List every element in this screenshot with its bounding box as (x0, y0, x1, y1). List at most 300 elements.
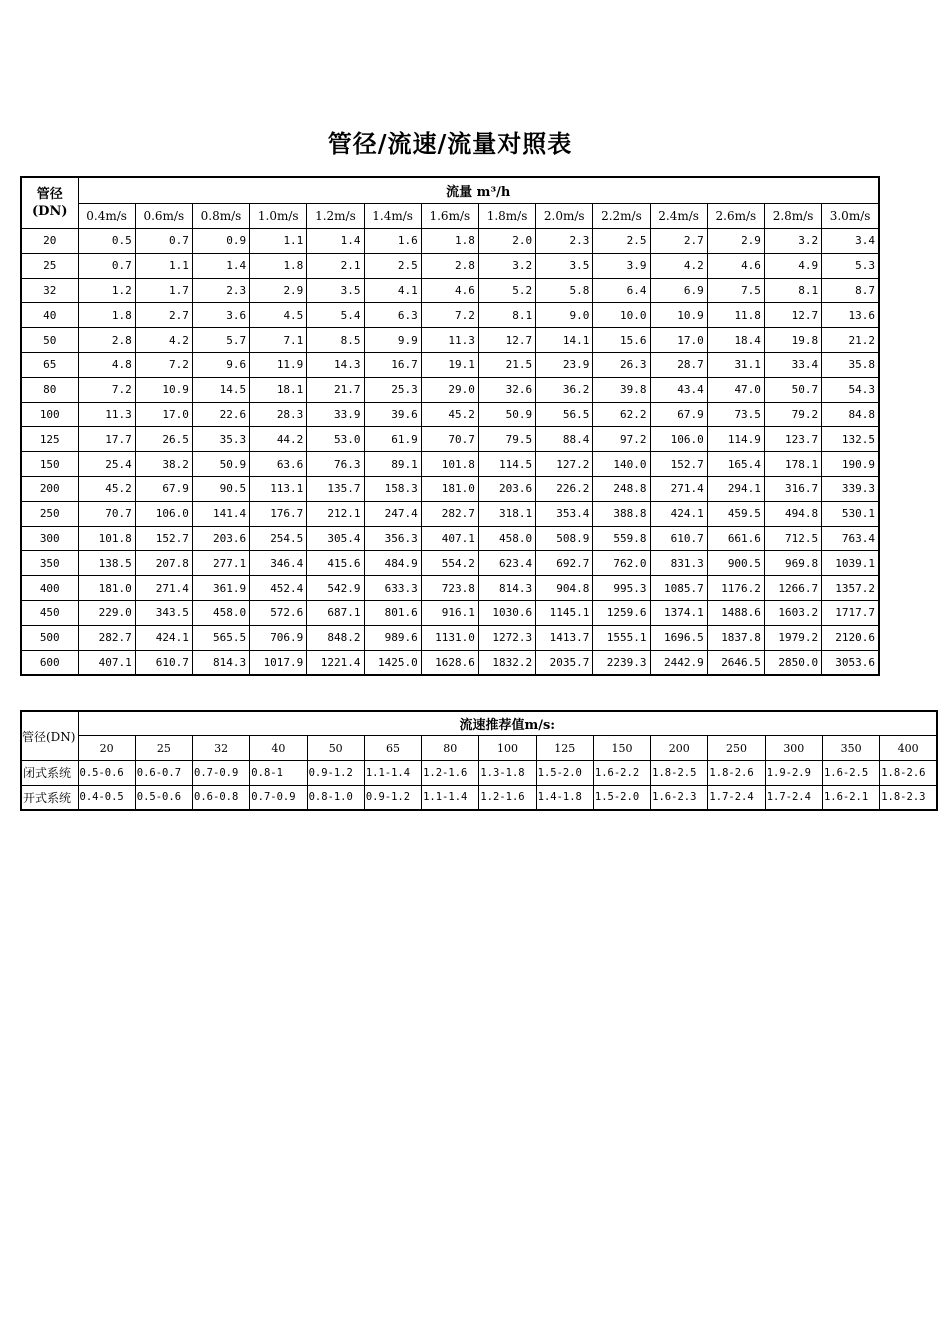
velocity-header-cell: 1.8m/s (478, 204, 535, 229)
dn-cell: 300 (21, 526, 78, 551)
table-row (21, 303, 879, 328)
flow-cell: 135.7 (307, 476, 364, 501)
flow-cell: 7.2 (135, 352, 192, 377)
flow-cell: 1425.0 (364, 650, 421, 675)
flow-cell: 26.3 (593, 352, 650, 377)
flow-cell: 1357.2 (822, 576, 879, 601)
flow-cell: 361.9 (192, 576, 249, 601)
flow-cell: 9.9 (364, 328, 421, 353)
flow-cell: 762.0 (593, 551, 650, 576)
dn-cell: 32 (21, 278, 78, 303)
flow-cell: 17.0 (650, 328, 707, 353)
flow-cell: 318.1 (478, 501, 535, 526)
flow-cell: 1.1 (135, 253, 192, 278)
flow-cell: 3.2 (764, 229, 821, 254)
flow-cell: 343.5 (135, 600, 192, 625)
flow-cell: 248.8 (593, 476, 650, 501)
rec-diameter-cell: 350 (822, 736, 879, 761)
flow-cell: 2.7 (135, 303, 192, 328)
flow-cell: 47.0 (707, 377, 764, 402)
dn-cell: 250 (21, 501, 78, 526)
flow-cell: 294.1 (707, 476, 764, 501)
flow-cell: 14.5 (192, 377, 249, 402)
flow-cell: 181.0 (78, 576, 135, 601)
rec-diameter-cell: 125 (536, 736, 593, 761)
flow-cell: 10.9 (135, 377, 192, 402)
flow-cell: 1.1 (250, 229, 307, 254)
rec-value-cell: 1.3-1.8 (479, 761, 536, 786)
flow-cell: 4.2 (135, 328, 192, 353)
flow-cell: 4.1 (364, 278, 421, 303)
rec-dn-header (21, 711, 78, 761)
flow-cell: 3.6 (192, 303, 249, 328)
flow-cell: 353.4 (536, 501, 593, 526)
rec-diameter-cell: 150 (593, 736, 650, 761)
flow-cell: 2239.3 (593, 650, 650, 675)
flow-cell: 21.2 (822, 328, 879, 353)
flow-cell: 458.0 (192, 600, 249, 625)
flow-cell: 50.7 (764, 377, 821, 402)
flow-cell: 17.0 (135, 402, 192, 427)
flow-cell: 610.7 (650, 526, 707, 551)
flow-cell: 106.0 (650, 427, 707, 452)
flow-cell: 6.4 (593, 278, 650, 303)
flow-cell: 9.0 (536, 303, 593, 328)
flow-cell: 554.2 (421, 551, 478, 576)
flow-cell: 10.9 (650, 303, 707, 328)
flow-cell: 565.5 (192, 625, 249, 650)
flow-cell: 79.2 (764, 402, 821, 427)
dn-header-label: 管径 (DN) (32, 187, 68, 219)
flow-cell: 1979.2 (764, 625, 821, 650)
flow-cell: 458.0 (478, 526, 535, 551)
flow-cell: 7.2 (421, 303, 478, 328)
flow-cell: 35.3 (192, 427, 249, 452)
dn-cell: 25 (21, 253, 78, 278)
flow-cell: 814.3 (478, 576, 535, 601)
flow-cell: 11.3 (421, 328, 478, 353)
flow-cell: 6.9 (650, 278, 707, 303)
table-row (21, 352, 879, 377)
flow-cell: 114.9 (707, 427, 764, 452)
flow-cell: 14.1 (536, 328, 593, 353)
flow-cell: 44.2 (250, 427, 307, 452)
flow-cell: 36.2 (536, 377, 593, 402)
flow-cell: 226.2 (536, 476, 593, 501)
flow-cell: 1221.4 (307, 650, 364, 675)
flow-cell: 1017.9 (250, 650, 307, 675)
table-row (21, 576, 879, 601)
flow-cell: 424.1 (135, 625, 192, 650)
flow-cell: 141.4 (192, 501, 249, 526)
dn-cell: 200 (21, 476, 78, 501)
flow-cell: 661.6 (707, 526, 764, 551)
table-row (21, 452, 879, 477)
flow-cell: 916.1 (421, 600, 478, 625)
flow-cell: 4.6 (421, 278, 478, 303)
flow-cell: 89.1 (364, 452, 421, 477)
flow-cell: 26.5 (135, 427, 192, 452)
flow-cell: 271.4 (135, 576, 192, 601)
flow-cell: 1.4 (192, 253, 249, 278)
flow-cell: 2646.5 (707, 650, 764, 675)
flow-cell: 2.8 (421, 253, 478, 278)
flow-cell: 67.9 (650, 402, 707, 427)
flow-cell: 203.6 (478, 476, 535, 501)
rec-value-cell: 1.1-1.4 (364, 761, 421, 786)
rec-value-cell: 1.7-2.4 (765, 785, 822, 810)
flow-cell: 1145.1 (536, 600, 593, 625)
flow-cell: 67.9 (135, 476, 192, 501)
flow-cell: 530.1 (822, 501, 879, 526)
table-row (21, 278, 879, 303)
flow-cell: 152.7 (135, 526, 192, 551)
flow-cell: 559.8 (593, 526, 650, 551)
velocity-header-cell: 2.6m/s (707, 204, 764, 229)
flow-cell: 29.0 (421, 377, 478, 402)
flow-cell: 1.4 (307, 229, 364, 254)
flow-cell: 101.8 (78, 526, 135, 551)
rec-value-cell: 0.4-0.5 (78, 785, 135, 810)
flow-cell: 542.9 (307, 576, 364, 601)
rec-diameter-cell: 300 (765, 736, 822, 761)
rec-diameter-cell: 25 (135, 736, 192, 761)
flow-cell: 6.3 (364, 303, 421, 328)
rec-value-cell: 1.6-2.2 (593, 761, 650, 786)
flow-cell: 18.4 (707, 328, 764, 353)
flow-cell: 3.2 (478, 253, 535, 278)
flow-cell: 1.8 (421, 229, 478, 254)
rec-value-cell: 1.8-2.6 (708, 761, 765, 786)
flow-cell: 2.3 (192, 278, 249, 303)
flow-cell: 79.5 (478, 427, 535, 452)
flow-cell: 3.5 (536, 253, 593, 278)
flow-cell: 1272.3 (478, 625, 535, 650)
flow-cell: 39.8 (593, 377, 650, 402)
velocity-header-cell: 0.4m/s (78, 204, 135, 229)
flow-cell: 1266.7 (764, 576, 821, 601)
dn-cell: 150 (21, 452, 78, 477)
table-row (21, 328, 879, 353)
flow-cell: 7.2 (78, 377, 135, 402)
flow-cell: 114.5 (478, 452, 535, 477)
velocity-header-cell: 0.8m/s (192, 204, 249, 229)
flow-cell: 14.3 (307, 352, 364, 377)
rec-value-cell: 0.8-1 (250, 761, 307, 786)
rec-value-cell: 0.5-0.6 (78, 761, 135, 786)
flow-cell: 2.9 (707, 229, 764, 254)
flow-cell: 1176.2 (707, 576, 764, 601)
rec-diameter-cell: 40 (250, 736, 307, 761)
flow-cell: 900.5 (707, 551, 764, 576)
flow-cell: 43.4 (650, 377, 707, 402)
table-row (21, 526, 879, 551)
flow-cell: 50.9 (192, 452, 249, 477)
flow-cell: 633.3 (364, 576, 421, 601)
velocity-header-cell: 2.8m/s (764, 204, 821, 229)
rec-diameter-cell: 250 (708, 736, 765, 761)
table-row (21, 600, 879, 625)
flow-cell: 21.7 (307, 377, 364, 402)
flow-cell: 388.8 (593, 501, 650, 526)
flow-cell: 76.3 (307, 452, 364, 477)
flow-cell: 158.3 (364, 476, 421, 501)
flow-cell: 19.1 (421, 352, 478, 377)
flow-cell: 8.1 (478, 303, 535, 328)
flow-cell: 2850.0 (764, 650, 821, 675)
flow-cell: 282.7 (78, 625, 135, 650)
flow-cell: 35.8 (822, 352, 879, 377)
velocity-header-cell: 1.4m/s (364, 204, 421, 229)
flow-cell: 61.9 (364, 427, 421, 452)
flow-cell: 339.3 (822, 476, 879, 501)
rec-title-header (78, 711, 937, 736)
flow-cell: 5.4 (307, 303, 364, 328)
flow-cell: 2035.7 (536, 650, 593, 675)
flow-cell: 1259.6 (593, 600, 650, 625)
flow-cell: 11.3 (78, 402, 135, 427)
rec-diameter-cell: 200 (651, 736, 708, 761)
flow-cell: 763.4 (822, 526, 879, 551)
flow-cell: 70.7 (421, 427, 478, 452)
rec-value-cell: 0.8-1.0 (307, 785, 364, 810)
flow-cell: 176.7 (250, 501, 307, 526)
flow-cell: 138.5 (78, 551, 135, 576)
rec-diameter-cell: 32 (193, 736, 250, 761)
table-row (21, 625, 879, 650)
dn-cell: 20 (21, 229, 78, 254)
rec-value-cell: 1.6-2.5 (822, 761, 879, 786)
flow-cell: 5.7 (192, 328, 249, 353)
flow-cell: 70.7 (78, 501, 135, 526)
flow-cell: 7.1 (250, 328, 307, 353)
flow-cell: 3.9 (593, 253, 650, 278)
dn-cell: 600 (21, 650, 78, 675)
dn-cell: 125 (21, 427, 78, 452)
flow-cell: 4.8 (78, 352, 135, 377)
flow-cell: 2120.6 (822, 625, 879, 650)
flow-cell: 97.2 (593, 427, 650, 452)
dn-cell: 500 (21, 625, 78, 650)
rec-title-label: 流速推荐值m/s: (459, 718, 556, 733)
flow-cell: 1603.2 (764, 600, 821, 625)
flow-cell: 56.5 (536, 402, 593, 427)
velocity-header-cell: 1.2m/s (307, 204, 364, 229)
flow-cell: 33.9 (307, 402, 364, 427)
velocity-header-cell: 2.0m/s (536, 204, 593, 229)
rec-value-cell: 1.4-1.8 (536, 785, 593, 810)
flow-cell: 3.5 (307, 278, 364, 303)
rec-diameter-cell: 100 (479, 736, 536, 761)
rec-diameter-row (21, 736, 937, 761)
flow-cell: 706.9 (250, 625, 307, 650)
flow-cell: 54.3 (822, 377, 879, 402)
flow-cell: 4.5 (250, 303, 307, 328)
rec-diameter-cell: 20 (78, 736, 135, 761)
system-label-cell: 开式系统 (21, 785, 78, 810)
flow-cell: 11.8 (707, 303, 764, 328)
flow-cell: 123.7 (764, 427, 821, 452)
flow-cell: 1374.1 (650, 600, 707, 625)
rec-value-cell: 1.6-2.3 (651, 785, 708, 810)
flow-cell: 282.7 (421, 501, 478, 526)
flow-cell: 62.2 (593, 402, 650, 427)
rec-value-cell: 0.6-0.7 (135, 761, 192, 786)
flow-cell: 5.2 (478, 278, 535, 303)
flow-cell: 22.6 (192, 402, 249, 427)
flow-cell: 18.1 (250, 377, 307, 402)
flow-cell: 15.6 (593, 328, 650, 353)
table-row (21, 785, 937, 810)
table-row (21, 761, 937, 786)
rec-value-cell: 0.5-0.6 (135, 785, 192, 810)
flow-cell: 12.7 (764, 303, 821, 328)
flow-cell: 33.4 (764, 352, 821, 377)
flow-cell: 212.1 (307, 501, 364, 526)
flow-cell: 8.5 (307, 328, 364, 353)
dn-cell: 400 (21, 576, 78, 601)
dn-cell: 80 (21, 377, 78, 402)
flow-cell: 484.9 (364, 551, 421, 576)
flow-cell: 407.1 (421, 526, 478, 551)
flow-cell: 50.9 (478, 402, 535, 427)
flow-cell: 53.0 (307, 427, 364, 452)
flow-cell: 801.6 (364, 600, 421, 625)
flow-cell: 12.7 (478, 328, 535, 353)
flow-cell: 25.3 (364, 377, 421, 402)
dn-cell: 65 (21, 352, 78, 377)
flow-cell: 45.2 (421, 402, 478, 427)
flow-cell: 346.4 (250, 551, 307, 576)
flow-cell: 0.5 (78, 229, 135, 254)
flow-cell: 692.7 (536, 551, 593, 576)
flow-cell: 4.6 (707, 253, 764, 278)
flow-cell: 23.9 (536, 352, 593, 377)
flow-cell: 16.7 (364, 352, 421, 377)
flow-table-body (21, 229, 879, 676)
flow-cell: 63.6 (250, 452, 307, 477)
table-row (21, 377, 879, 402)
dn-cell: 350 (21, 551, 78, 576)
dn-cell: 40 (21, 303, 78, 328)
velocity-header-cell: 0.6m/s (135, 204, 192, 229)
rec-value-cell: 1.2-1.6 (479, 785, 536, 810)
rec-value-cell: 1.1-1.4 (422, 785, 479, 810)
flow-cell: 969.8 (764, 551, 821, 576)
flow-cell: 1832.2 (478, 650, 535, 675)
dn-cell: 450 (21, 600, 78, 625)
flow-cell: 8.1 (764, 278, 821, 303)
rec-value-cell: 1.2-1.6 (422, 761, 479, 786)
flow-cell: 5.8 (536, 278, 593, 303)
flow-cell: 1555.1 (593, 625, 650, 650)
flow-cell: 132.5 (822, 427, 879, 452)
flow-cell: 494.8 (764, 501, 821, 526)
flow-cell: 28.7 (650, 352, 707, 377)
flow-cell: 1.7 (135, 278, 192, 303)
table-row (21, 476, 879, 501)
flow-cell: 25.4 (78, 452, 135, 477)
flow-cell: 17.7 (78, 427, 135, 452)
flow-cell: 32.6 (478, 377, 535, 402)
flow-cell: 831.3 (650, 551, 707, 576)
flow-cell: 254.5 (250, 526, 307, 551)
rec-diameter-cell: 80 (422, 736, 479, 761)
flow-cell: 1717.7 (822, 600, 879, 625)
flow-cell: 88.4 (536, 427, 593, 452)
velocity-header-row (21, 204, 879, 229)
flow-cell: 723.8 (421, 576, 478, 601)
dn-header (21, 177, 78, 229)
rec-value-cell: 1.6-2.1 (822, 785, 879, 810)
flow-cell: 11.9 (250, 352, 307, 377)
flow-cell: 31.1 (707, 352, 764, 377)
velocity-header-cell: 2.4m/s (650, 204, 707, 229)
rec-value-cell: 0.7-0.9 (193, 761, 250, 786)
flow-header-label: 流量 m³/h (446, 185, 511, 200)
page-title: 管径/流速/流量对照表 (327, 129, 573, 158)
velocity-header-cell: 2.2m/s (593, 204, 650, 229)
flow-cell: 572.6 (250, 600, 307, 625)
flow-cell: 207.8 (135, 551, 192, 576)
flow-cell: 247.4 (364, 501, 421, 526)
flow-cell: 203.6 (192, 526, 249, 551)
flow-cell: 2.3 (536, 229, 593, 254)
flow-cell: 181.0 (421, 476, 478, 501)
flow-cell: 84.8 (822, 402, 879, 427)
flow-cell: 1085.7 (650, 576, 707, 601)
recommended-velocity-table (20, 710, 938, 811)
flow-cell: 5.3 (822, 253, 879, 278)
table-row (21, 229, 879, 254)
flow-cell: 28.3 (250, 402, 307, 427)
flow-cell: 1413.7 (536, 625, 593, 650)
flow-cell: 271.4 (650, 476, 707, 501)
table-row (21, 650, 879, 675)
flow-cell: 10.0 (593, 303, 650, 328)
flow-cell: 904.8 (536, 576, 593, 601)
flow-cell: 459.5 (707, 501, 764, 526)
flow-cell: 3.4 (822, 229, 879, 254)
flow-cell: 0.9 (192, 229, 249, 254)
system-label-cell: 闭式系统 (21, 761, 78, 786)
flow-cell: 316.7 (764, 476, 821, 501)
flow-cell: 2.5 (593, 229, 650, 254)
flow-cell: 21.5 (478, 352, 535, 377)
dn-cell: 50 (21, 328, 78, 353)
flow-cell: 1696.5 (650, 625, 707, 650)
flow-cell: 13.6 (822, 303, 879, 328)
flow-cell: 9.6 (192, 352, 249, 377)
velocity-header-cell: 1.0m/s (250, 204, 307, 229)
flow-cell: 0.7 (135, 229, 192, 254)
flow-cell: 2.8 (78, 328, 135, 353)
flow-cell: 73.5 (707, 402, 764, 427)
rec-value-cell: 1.5-2.0 (593, 785, 650, 810)
dn-cell: 100 (21, 402, 78, 427)
flow-cell: 0.7 (78, 253, 135, 278)
rec-dn-header-label: 管径(DN) (22, 729, 76, 744)
flow-cell: 2.1 (307, 253, 364, 278)
flow-cell: 848.2 (307, 625, 364, 650)
rec-table-body (21, 761, 937, 811)
table-row (21, 551, 879, 576)
flow-cell: 1837.8 (707, 625, 764, 650)
flow-cell: 2442.9 (650, 650, 707, 675)
rec-diameter-cell: 65 (364, 736, 421, 761)
flow-cell: 687.1 (307, 600, 364, 625)
flow-cell: 415.6 (307, 551, 364, 576)
